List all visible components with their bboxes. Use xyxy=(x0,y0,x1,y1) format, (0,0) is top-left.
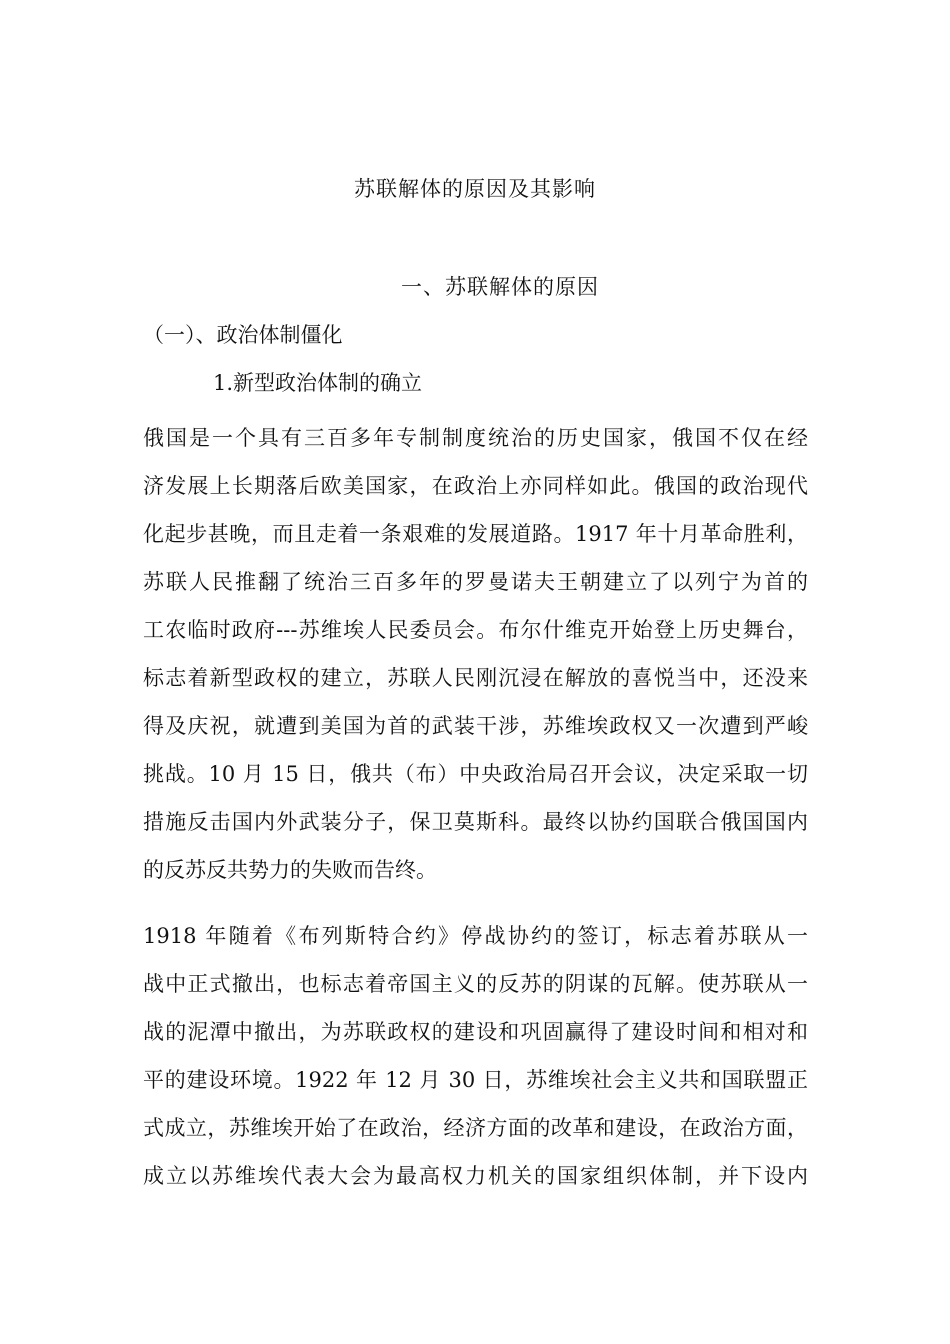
paragraph-line: 1918 年随着《布列斯特合约》停战协约的签订，标志着苏联从一 xyxy=(143,924,808,948)
paragraph-line: 挑战。10 月 15 日，俄共（布）中央政治局召开会议，决定采取一切 xyxy=(143,762,808,786)
paragraph-line: 战中正式撤出，也标志着帝国主义的反苏的阴谋的瓦解。使苏联从一 xyxy=(143,972,808,996)
paragraph-line: 化起步甚晚，而且走着一条艰难的发展道路。1917 年十月革命胜利， xyxy=(143,522,808,546)
paragraph-line: 战的泥潭中撤出，为苏联政权的建设和巩固赢得了建设时间和相对和 xyxy=(143,1020,808,1044)
paragraph-line: 措施反击国内外武装分子，保卫莫斯科。最终以协约国联合俄国国内 xyxy=(143,810,808,834)
paragraph-2 xyxy=(143,912,808,1200)
paragraph-line: 俄国是一个具有三百多年专制制度统治的历史国家，俄国不仅在经 xyxy=(143,426,808,450)
subsection-heading: （一）、政治体制僵化 xyxy=(143,323,343,347)
paragraph-1 xyxy=(143,414,808,894)
paragraph-line: 的反苏反共势力的失败而告终。 xyxy=(143,858,437,882)
paragraph-line: 得及庆祝，就遭到美国为首的武装干涉，苏维埃政权又一次遭到严峻 xyxy=(143,714,808,738)
subsubsection-heading: 1.新型政治体制的确立 xyxy=(213,371,423,395)
paragraph-line: 成立以苏维埃代表大会为最高权力机关的国家组织体制，并下设内 xyxy=(143,1164,808,1188)
paragraph-line: 平的建设环境。1922 年 12 月 30 日，苏维埃社会主义共和国联盟正 xyxy=(143,1068,808,1092)
document-title: 苏联解体的原因及其影响 xyxy=(354,177,596,201)
paragraph-line: 工农临时政府---苏维埃人民委员会。布尔什维克开始登上历史舞台， xyxy=(143,618,808,642)
paragraph-line: 标志着新型政权的建立，苏联人民刚沉浸在解放的喜悦当中，还没来 xyxy=(143,666,808,690)
paragraph-line: 济发展上长期落后欧美国家，在政治上亦同样如此。俄国的政治现代 xyxy=(143,474,808,498)
paragraph-line: 苏联人民推翻了统治三百多年的罗曼诺夫王朝建立了以列宁为首的 xyxy=(143,570,808,594)
paragraph-line: 式成立，苏维埃开始了在政治，经济方面的改革和建设，在政治方面， xyxy=(143,1116,808,1140)
section-heading: 一、苏联解体的原因 xyxy=(401,275,599,299)
